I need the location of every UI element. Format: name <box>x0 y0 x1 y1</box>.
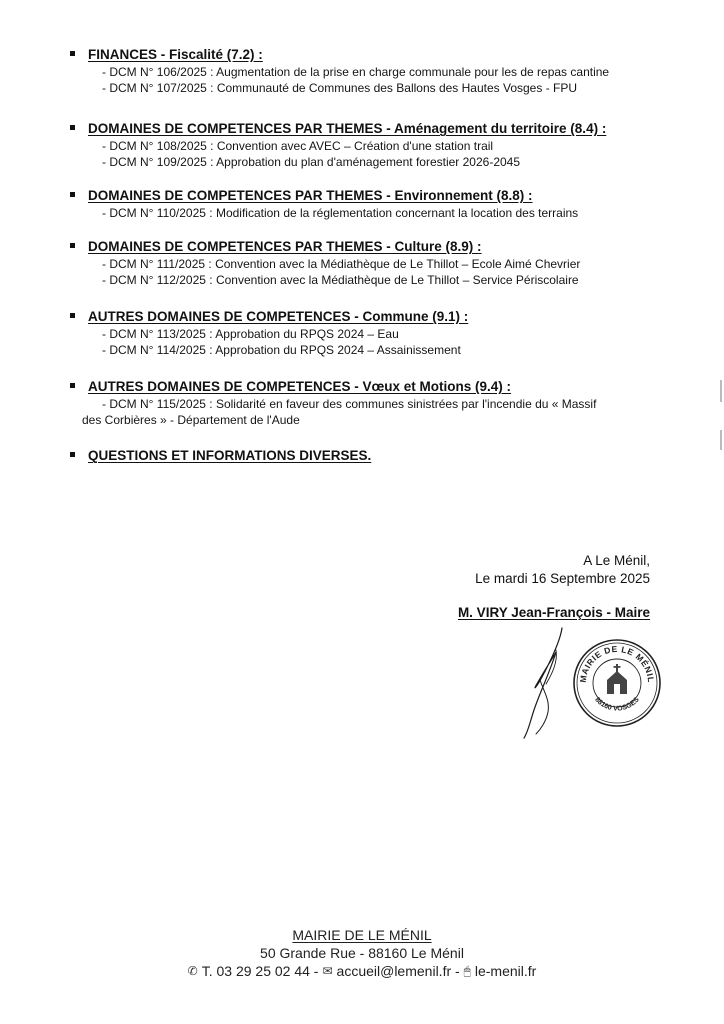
section-finances <box>68 46 688 96</box>
signatory-name: M. VIRY Jean-François - Maire <box>457 605 650 620</box>
bullet-icon <box>70 51 75 56</box>
heading-text: AUTRES DOMAINES DE COMPETENCES - Commune (9.1) : <box>88 309 469 324</box>
list-item: des Corbières » - Département de l'Aude <box>82 413 300 427</box>
footer-org: MAIRIE DE LE MÉNIL <box>292 927 432 943</box>
mouse-icon: 🖱 <box>463 964 471 978</box>
footer-website[interactable]: le-menil.fr <box>474 963 537 979</box>
item-list <box>82 396 688 428</box>
list-item: - DCM N° 111/2025 : Convention avec la Médiathèque de Le Thillot – Ecole Aimé Chevrier <box>102 257 581 271</box>
bullet-icon <box>70 383 75 388</box>
item-list <box>102 326 688 358</box>
envelope-icon: ✉ <box>322 964 333 978</box>
section-voeux-motions <box>68 378 688 428</box>
list-item: - DCM N° 114/2025 : Approbation du RPQS 2024 – Assainissement <box>102 343 461 357</box>
scan-edge-mark <box>720 430 722 450</box>
footer-contact <box>188 962 537 980</box>
section-questions <box>68 447 688 464</box>
section-culture <box>68 238 688 288</box>
heading-text: QUESTIONS ET INFORMATIONS DIVERSES. <box>88 448 372 463</box>
item-list <box>102 64 688 96</box>
heading-text: FINANCES - Fiscalité (7.2) : <box>88 47 263 62</box>
footer-address: 50 Grande Rue - 88160 Le Ménil <box>260 945 464 961</box>
footer-email[interactable]: accueil@lemenil.fr - <box>336 963 460 979</box>
section-heading <box>68 187 688 204</box>
bullet-icon <box>70 452 75 457</box>
list-item: - DCM N° 113/2025 : Approbation du RPQS 2024 – Eau <box>102 327 399 341</box>
section-heading <box>68 238 688 255</box>
section-heading <box>68 46 688 63</box>
item-list <box>102 256 688 288</box>
mairie-stamp-seal <box>572 638 662 728</box>
list-item: - DCM N° 109/2025 : Approbation du plan d'aménagement forestier 2026-2045 <box>102 155 521 169</box>
heading-text: DOMAINES DE COMPETENCES PAR THEMES - Environnement (8.8) : <box>88 188 533 203</box>
svg-text:MAIRIE DE LE MÉNIL: MAIRIE DE LE MÉNIL <box>577 643 657 684</box>
footer-phone: T. 03 29 25 02 44 - <box>201 963 319 979</box>
list-item: - DCM N° 110/2025 : Modification de la réglementation concernant la location des terrains <box>102 206 579 220</box>
heading-text: DOMAINES DE COMPETENCES PAR THEMES - Aménagement du territoire (8.4) : <box>88 121 607 136</box>
section-heading <box>68 378 688 395</box>
section-heading <box>68 308 688 325</box>
signature-place: A Le Ménil, <box>583 553 650 568</box>
scan-edge-mark <box>720 380 722 402</box>
list-item: - DCM N° 107/2025 : Communauté de Communes des Ballons des Hautes Vosges - FPU <box>102 81 578 95</box>
heading-text: DOMAINES DE COMPETENCES PAR THEMES - Culture (8.9) : <box>88 239 482 254</box>
page-footer <box>0 926 724 980</box>
list-item: - DCM N° 106/2025 : Augmentation de la prise en charge communale pour les de repas cantine <box>102 65 610 79</box>
item-list <box>102 138 688 170</box>
list-item: - DCM N° 108/2025 : Convention avec AVEC – Création d'une station trail <box>102 139 494 153</box>
section-heading <box>68 447 688 464</box>
list-item: - DCM N° 112/2025 : Convention avec la Médiathèque de Le Thillot – Service Périscolaire <box>102 273 579 287</box>
bullet-icon <box>70 125 75 130</box>
bullet-icon <box>70 313 75 318</box>
bullet-icon <box>70 192 75 197</box>
bullet-icon <box>70 243 75 248</box>
signature-date: Le mardi 16 Septembre 2025 <box>475 571 650 586</box>
section-commune <box>68 308 688 358</box>
list-item: - DCM N° 115/2025 : Solidarité en faveur des communes sinistrées par l'incendie du « Massif <box>102 397 597 411</box>
svg-text:88160 VOSGES: 88160 VOSGES <box>593 696 641 713</box>
item-list <box>102 205 688 221</box>
heading-text: AUTRES DOMAINES DE COMPETENCES - Vœux et Motions (9.4) : <box>88 379 512 394</box>
section-amenagement <box>68 120 688 170</box>
section-environnement <box>68 187 688 221</box>
section-heading <box>68 120 688 137</box>
phone-icon: ✆ <box>187 964 198 978</box>
